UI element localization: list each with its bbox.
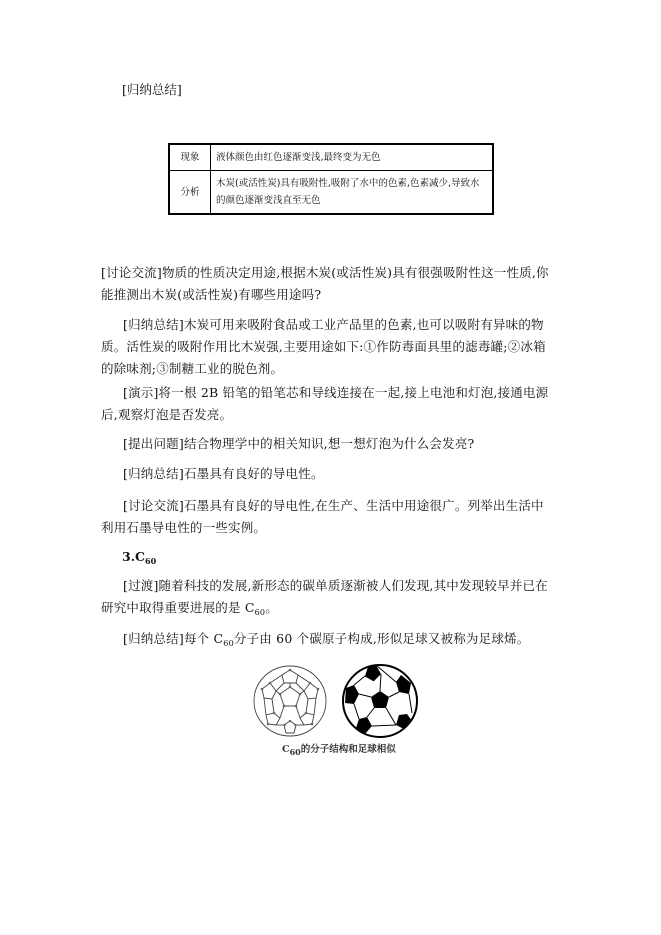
summary-heading: [归纳总结] — [122, 82, 182, 97]
section-title-text: 3.C — [122, 549, 145, 564]
c60-sub: 60 — [254, 608, 266, 617]
demo-paragraph: [演示]将一根 2B 铅笔的铅笔芯和导线连接在一起,接上电池和灯泡,接通电源后,观察灯泡是否发亮。 — [101, 385, 549, 422]
c60-molecule-image — [248, 663, 332, 739]
figure-caption — [282, 741, 396, 757]
row-text: 液体颜色由红色逐渐变浅,最终变为无色 — [211, 144, 494, 171]
c60-sub: 60 — [223, 639, 234, 648]
transition-text: [过渡]随着科技的发展,新形态的碳单质逐渐被人们发现,其中发现较早并已在研究中取得重要进展的是 C — [101, 578, 548, 615]
summary3-text-end: 分子由 60 个碳原子构成,形似足球又被称为足球烯。 — [233, 631, 530, 646]
table-row — [169, 171, 493, 215]
summary-paragraph-1: [归纳总结]木炭可用来吸附食品或工业产品里的色素,也可以吸附有异味的物质。活性炭的吸附作用比木炭强,主要用途如下:①作防毒面具里的滤毒罐;②冰箱的除味剂;③制糖工业的脱色剂。 — [101, 317, 546, 376]
question-paragraph: [提出问题]结合物理学中的相关知识,想一想灯泡为什么会发亮? — [123, 436, 475, 451]
observation-table — [168, 143, 494, 215]
soccer-ball-image — [341, 663, 419, 739]
row-label: 现象 — [169, 144, 211, 171]
discussion-paragraph-2: [讨论交流]石墨具有良好的导电性,在生产、生活中用途很广。列举出生活中利用石墨导电性的一些实例。 — [101, 498, 544, 535]
section-title-sub: 60 — [145, 556, 157, 566]
table-row — [169, 144, 493, 171]
summary-paragraph-2: [归纳总结]石墨具有良好的导电性。 — [123, 466, 324, 481]
row-label: 分析 — [169, 171, 211, 215]
summary-paragraph-3 — [123, 628, 563, 655]
transition-text-end: 。 — [265, 600, 278, 615]
caption-text-end: 的分子结构和足球相似 — [300, 744, 396, 755]
discussion-paragraph-1: [讨论交流]物质的性质决定用途,根据木炭(或活性炭)具有很强吸附性这一性质,你能推测出木炭(或活性炭)有哪些用途吗? — [101, 265, 549, 302]
caption-sub: 60 — [289, 747, 301, 757]
section-title — [122, 549, 156, 566]
caption-text: C — [282, 744, 290, 755]
row-text: 木炭(或活性炭)具有吸附性,吸附了水中的色素,色素减少,导致水的颜色逐渐变浅直至无色 — [211, 171, 494, 215]
summary3-text: [归纳总结]每个 C — [123, 631, 224, 646]
transition-paragraph — [101, 575, 556, 624]
